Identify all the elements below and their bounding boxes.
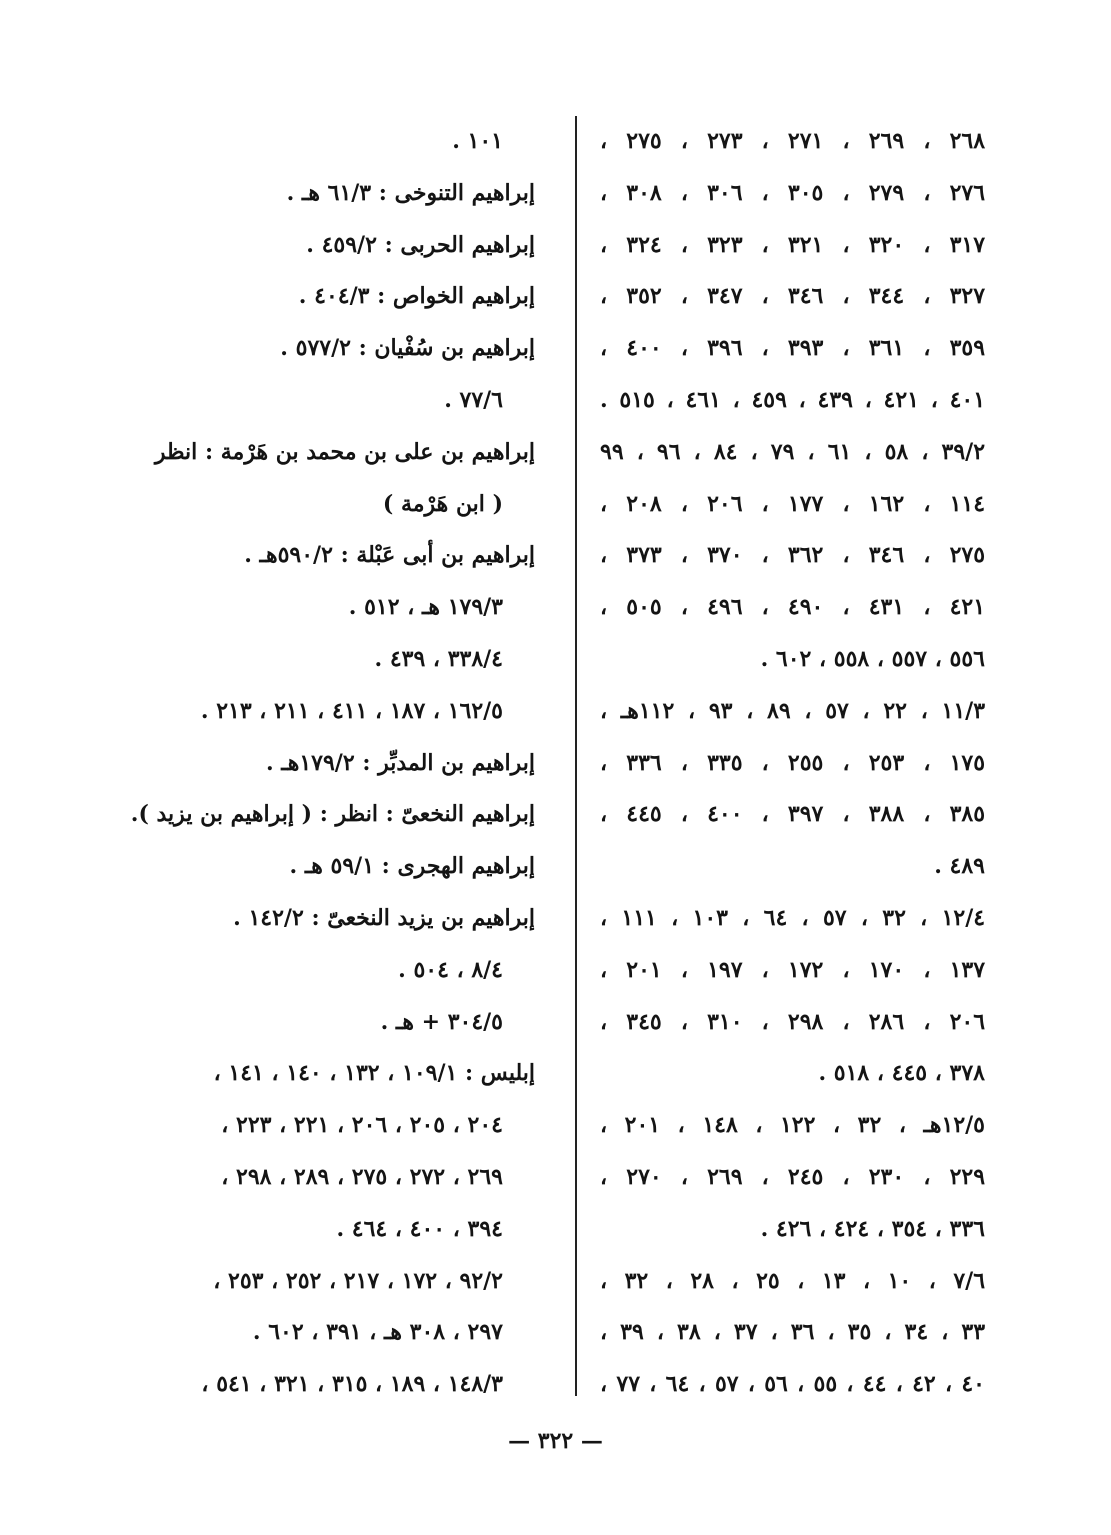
index-line: ٤٢١ ، ٤٣١ ، ٤٩٠ ، ٤٩٦ ، ٥٠٥ ، [600, 594, 986, 621]
index-line: إبراهيم الهجرى : ٥٩/١ هـ . [289, 853, 535, 880]
index-line: ١٦٢/٥ ، ١٨٧ ، ٤١١ ، ٢١١ ، ٢١٣ . [200, 697, 503, 724]
index-line: إبراهيم بن المدبِّر : ١٧٩/٢هـ . [265, 749, 535, 776]
index-line: إبراهيم بن سُفْيان : ٥٧٧/٢ . [280, 335, 535, 362]
index-line: ٣٣٨/٤ ، ٤٣٩ . [374, 645, 503, 672]
index-line: ٣٣ ، ٣٤ ، ٣٥ ، ٣٦ ، ٣٧ ، ٣٨ ، ٣٩ ، [600, 1319, 986, 1346]
index-line: ٢٠٦ ، ٢٨٦ ، ٢٩٨ ، ٣١٠ ، ٣٤٥ ، [600, 1008, 986, 1035]
column-divider [575, 116, 577, 1396]
index-line: ٣٧٨ ، ٤٤٥ ، ٥١٨ . [818, 1060, 985, 1087]
index-line: إبراهيم الخواص : ٤٠٤/٣ . [298, 283, 535, 310]
index-line: ٢٦٩ ، ٢٧٢ ، ٢٧٥ ، ٢٨٩ ، ٢٩٨ ، [221, 1163, 503, 1190]
index-line: ٢٧٦ ، ٢٧٩ ، ٣٠٥ ، ٣٠٦ ، ٣٠٨ ، [600, 179, 986, 206]
index-line: ٢٠٤ ، ٢٠٥ ، ٢٠٦ ، ٢٢١ ، ٢٢٣ ، [221, 1112, 503, 1139]
index-line: ٣٨٥ ، ٣٨٨ ، ٣٩٧ ، ٤٠٠ ، ٤٤٥ ، [600, 801, 986, 828]
index-line: ٢٧٥ ، ٣٤٦ ، ٣٦٢ ، ٣٧٠ ، ٣٧٣ ، [600, 542, 986, 569]
index-column-right [600, 116, 985, 1411]
index-line: ٣٩/٢ ، ٥٨ ، ٦١ ، ٧٩ ، ٨٤ ، ٩٦ ، ٩٩ [600, 438, 986, 465]
index-line: ٧/٦ ، ١٠ ، ١٣ ، ٢٥ ، ٢٨ ، ٣٢ ، [600, 1267, 986, 1294]
index-line: ١١٤ ، ١٦٢ ، ١٧٧ ، ٢٠٦ ، ٢٠٨ ، [600, 490, 986, 517]
index-line: إبراهيم بن على بن محمد بن هَرْمة : انظر [154, 438, 535, 465]
index-line: ٤٠١ ، ٤٢١ ، ٤٣٩ ، ٤٥٩ ، ٤٦١ ، ٥١٥ . [600, 386, 986, 413]
index-line: ٤٨٩ . [934, 853, 985, 880]
index-line: ٤٠ ، ٤٢ ، ٤٤ ، ٥٥ ، ٥٦ ، ٥٧ ، ٦٤ ، ٧٧ ، [600, 1371, 985, 1398]
index-line: ٧٧/٦ . [444, 386, 503, 413]
index-line: ( ابن هَرْمة ) [382, 490, 503, 517]
index-line: ١٧٥ ، ٢٥٣ ، ٢٥٥ ، ٣٣٥ ، ٣٣٦ ، [600, 749, 986, 776]
index-line: ١٠١ . [452, 128, 503, 154]
index-line: إبراهيم بن يزيد النخعىّ : ١٤٢/٢ . [233, 904, 535, 931]
index-line: ٣٩٤ ، ٤٠٠ ، ٤٦٤ . [336, 1215, 503, 1242]
index-line: ٢٦٨ ، ٢٦٩ ، ٢٧١ ، ٢٧٣ ، ٢٧٥ ، [600, 128, 986, 154]
index-line: ١٢/٤ ، ٣٢ ، ٥٧ ، ٦٤ ، ١٠٣ ، ١١١ ، [600, 904, 986, 931]
index-line: إبراهيم التنوخى : ٦١/٣ هـ . [286, 179, 535, 206]
index-line: ١٣٧ ، ١٧٠ ، ١٧٢ ، ١٩٧ ، ٢٠١ ، [600, 956, 986, 983]
index-line: ١١/٣ ، ٢٢ ، ٥٧ ، ٨٩ ، ٩٣ ، ١١٢هـ ، [600, 697, 986, 724]
index-line: ٣٢٧ ، ٣٤٤ ، ٣٤٦ ، ٣٤٧ ، ٣٥٢ ، [600, 283, 986, 310]
index-line: ١٢/٥هـ ، ٣٢ ، ١٢٢ ، ١٤٨ ، ٢٠١ ، [600, 1112, 985, 1139]
index-line: ٥٥٦ ، ٥٥٧ ، ٥٥٨ ، ٦٠٢ . [760, 645, 985, 672]
index-column-left [130, 116, 535, 1411]
index-line: ٢٢٩ ، ٢٣٠ ، ٢٤٥ ، ٢٦٩ ، ٢٧٠ ، [600, 1163, 986, 1190]
page-number: — ٣٢٢ — [508, 1428, 603, 1454]
index-line: ٣٠٤/٥ + هـ . [380, 1008, 503, 1035]
index-line: ٣٥٩ ، ٣٦١ ، ٣٩٣ ، ٣٩٦ ، ٤٠٠ ، [600, 335, 986, 362]
index-line: ٨/٤ ، ٥٠٤ . [398, 956, 503, 983]
index-line: إبليس : ١٠٩/١ ، ١٣٢ ، ١٤٠ ، ١٤١ ، [213, 1060, 535, 1087]
index-line: ١٤٨/٣ ، ١٨٩ ، ٣١٥ ، ٣٢١ ، ٥٤١ ، [201, 1371, 503, 1398]
index-line: ٩٢/٢ ، ١٧٢ ، ٢١٧ ، ٢٥٢ ، ٢٥٣ ، [213, 1267, 503, 1294]
index-line: ٢٩٧ ، ٣٠٨ هـ ، ٣٩١ ، ٦٠٢ . [252, 1319, 503, 1346]
index-line: إبراهيم الحربى : ٤٥٩/٢ . [306, 231, 535, 258]
index-line: ١٧٩/٣ هـ ، ٥١٢ . [348, 594, 503, 621]
index-line: إبراهيم بن أبى عَبْلة : ٥٩٠/٢هـ . [244, 542, 535, 569]
index-line: ٣٣٦ ، ٣٥٤ ، ٤٢٤ ، ٤٢٦ . [760, 1215, 985, 1242]
index-line: ٣١٧ ، ٣٢٠ ، ٣٢١ ، ٣٢٣ ، ٣٢٤ ، [600, 231, 986, 258]
index-line: إبراهيم النخعىّ : انظر : ( إبراهيم بن يزيد ). [130, 801, 535, 828]
